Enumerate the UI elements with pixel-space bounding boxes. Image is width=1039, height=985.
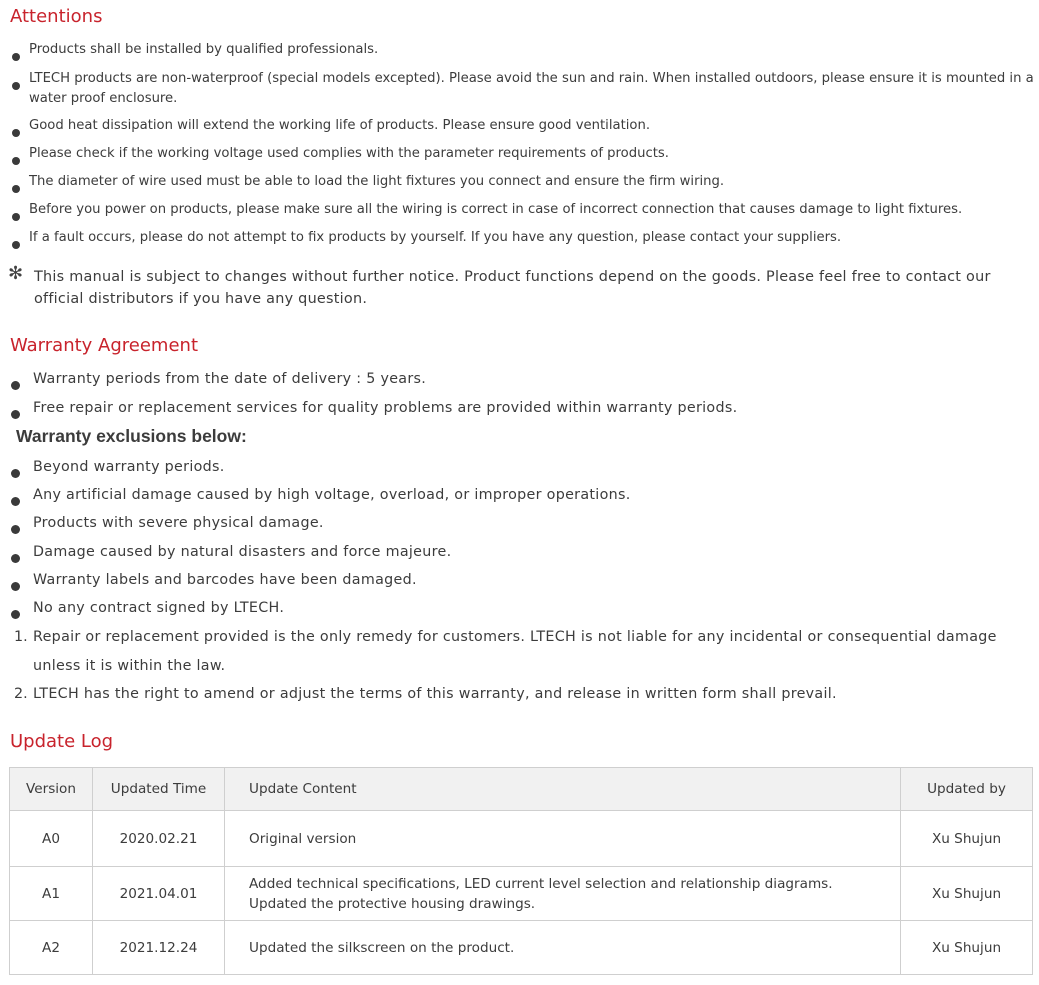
warranty-item-text: Free repair or replacement services for quality problems are provided within warranty periods. — [33, 400, 738, 416]
attention-item — [10, 172, 1035, 192]
update-content-cell: Updated the silkscreen on the product. — [225, 921, 901, 975]
column-header-updated-time: Updated Time — [93, 768, 225, 811]
updated-by-cell: Xu Shujun — [901, 921, 1033, 975]
exclusion-item — [10, 541, 1035, 563]
update-log-heading: Update Log — [10, 731, 114, 752]
bullet-icon — [11, 491, 20, 510]
attention-item — [10, 69, 1035, 109]
bullet-icon — [11, 375, 20, 394]
exclusion-item-text: Beyond warranty periods. — [33, 459, 225, 475]
column-header-update-content: Update Content — [225, 768, 901, 811]
attention-item-text: Please check if the working voltage used complies with the parameter requirements of products. — [29, 146, 669, 161]
table-row — [10, 811, 1033, 867]
clause-text: LTECH has the right to amend or adjust the terms of this warranty, and release in written form shall prevail. — [33, 686, 837, 702]
bullet-icon — [12, 206, 20, 225]
attention-item-text: The diameter of wire used must be able to load the light fixtures you connect and ensure the firm wiring. — [29, 174, 725, 189]
exclusion-item — [10, 484, 1035, 506]
bullet-icon — [12, 46, 20, 65]
bullet-icon — [11, 548, 20, 567]
bullet-icon — [11, 576, 20, 595]
updated-time-cell: 2021.04.01 — [93, 867, 225, 921]
bullet-icon — [12, 178, 20, 197]
bullet-icon — [11, 519, 20, 538]
attention-item-text: Before you power on products, please make sure all the wiring is correct in case of incorrect connection that causes damage to light fixtures. — [29, 202, 963, 217]
exclusion-item — [10, 597, 1035, 619]
warranty-item — [10, 368, 1035, 390]
exclusion-item-text: Products with severe physical damage. — [33, 515, 324, 531]
clause-text: Repair or replacement provided is the only remedy for customers. LTECH is not liable for any incidental or consequential damage unless it is within the law. — [33, 629, 997, 674]
warranty-item — [10, 397, 1035, 419]
warranty-clause — [10, 623, 1035, 680]
clause-number: 2. — [14, 686, 28, 702]
warranty-clause — [10, 680, 1035, 709]
bullet-icon — [11, 404, 20, 423]
bullet-icon — [11, 604, 20, 623]
bullet-icon — [12, 75, 20, 94]
attention-item — [10, 200, 1035, 220]
warranty-item-text: Warranty periods from the date of delivery : 5 years. — [33, 371, 427, 387]
updated-time-cell: 2021.12.24 — [93, 921, 225, 975]
update-content-cell: Added technical specifications, LED current level selection and relationship diagrams. Updated the protective housing drawings. — [225, 867, 901, 921]
exclusion-item — [10, 512, 1035, 534]
version-cell: A0 — [10, 811, 93, 867]
update-log-table — [9, 767, 1033, 975]
updated-time-cell: 2020.02.21 — [93, 811, 225, 867]
attention-item — [10, 116, 1035, 136]
update-content-cell: Original version — [225, 811, 901, 867]
exclusion-item-text: No any contract signed by LTECH. — [33, 600, 285, 616]
exclusion-item-text: Warranty labels and barcodes have been damaged. — [33, 572, 417, 588]
exclusion-item — [10, 569, 1035, 591]
manual-notice-text: This manual is subject to changes without further notice. Product functions depend on the goods. Please feel free to contact our official distributors if you have any question. — [34, 269, 991, 307]
attentions-heading: Attentions — [10, 6, 103, 27]
attention-item-text: If a fault occurs, please do not attempt to fix products by yourself. If you have any question, please contact your suppliers. — [29, 230, 842, 245]
table-row — [10, 867, 1033, 921]
bullet-icon — [12, 150, 20, 169]
manual-notice — [8, 263, 1035, 310]
attention-item — [10, 144, 1035, 164]
column-header-version: Version — [10, 768, 93, 811]
attention-item — [10, 228, 1035, 248]
attention-item-text: LTECH products are non-waterproof (special models excepted). Please avoid the sun and rain. When installed outdoors, please ensure it is mounted in a water proof enclosure. — [29, 71, 1034, 106]
bullet-icon — [12, 234, 20, 253]
asterisk-icon: ✻ — [8, 263, 24, 284]
attention-item-text: Products shall be installed by qualified professionals. — [29, 42, 379, 57]
exclusion-item-text: Damage caused by natural disasters and force majeure. — [33, 544, 452, 560]
bullet-icon — [12, 122, 20, 141]
version-cell: A1 — [10, 867, 93, 921]
attention-item-text: Good heat dissipation will extend the working life of products. Please ensure good ventilation. — [29, 118, 651, 133]
table-row — [10, 921, 1033, 975]
column-header-updated-by: Updated by — [901, 768, 1033, 811]
updated-by-cell: Xu Shujun — [901, 867, 1033, 921]
bullet-icon — [11, 463, 20, 482]
attention-item — [10, 40, 1035, 60]
updated-by-cell: Xu Shujun — [901, 811, 1033, 867]
clause-number: 1. — [14, 629, 28, 645]
exclusion-item — [10, 456, 1035, 478]
table-header-row — [10, 768, 1033, 811]
exclusion-item-text: Any artificial damage caused by high voltage, overload, or improper operations. — [33, 487, 631, 503]
warranty-exclusions-heading: Warranty exclusions below: — [16, 426, 247, 446]
warranty-heading: Warranty Agreement — [10, 335, 198, 356]
version-cell: A2 — [10, 921, 93, 975]
